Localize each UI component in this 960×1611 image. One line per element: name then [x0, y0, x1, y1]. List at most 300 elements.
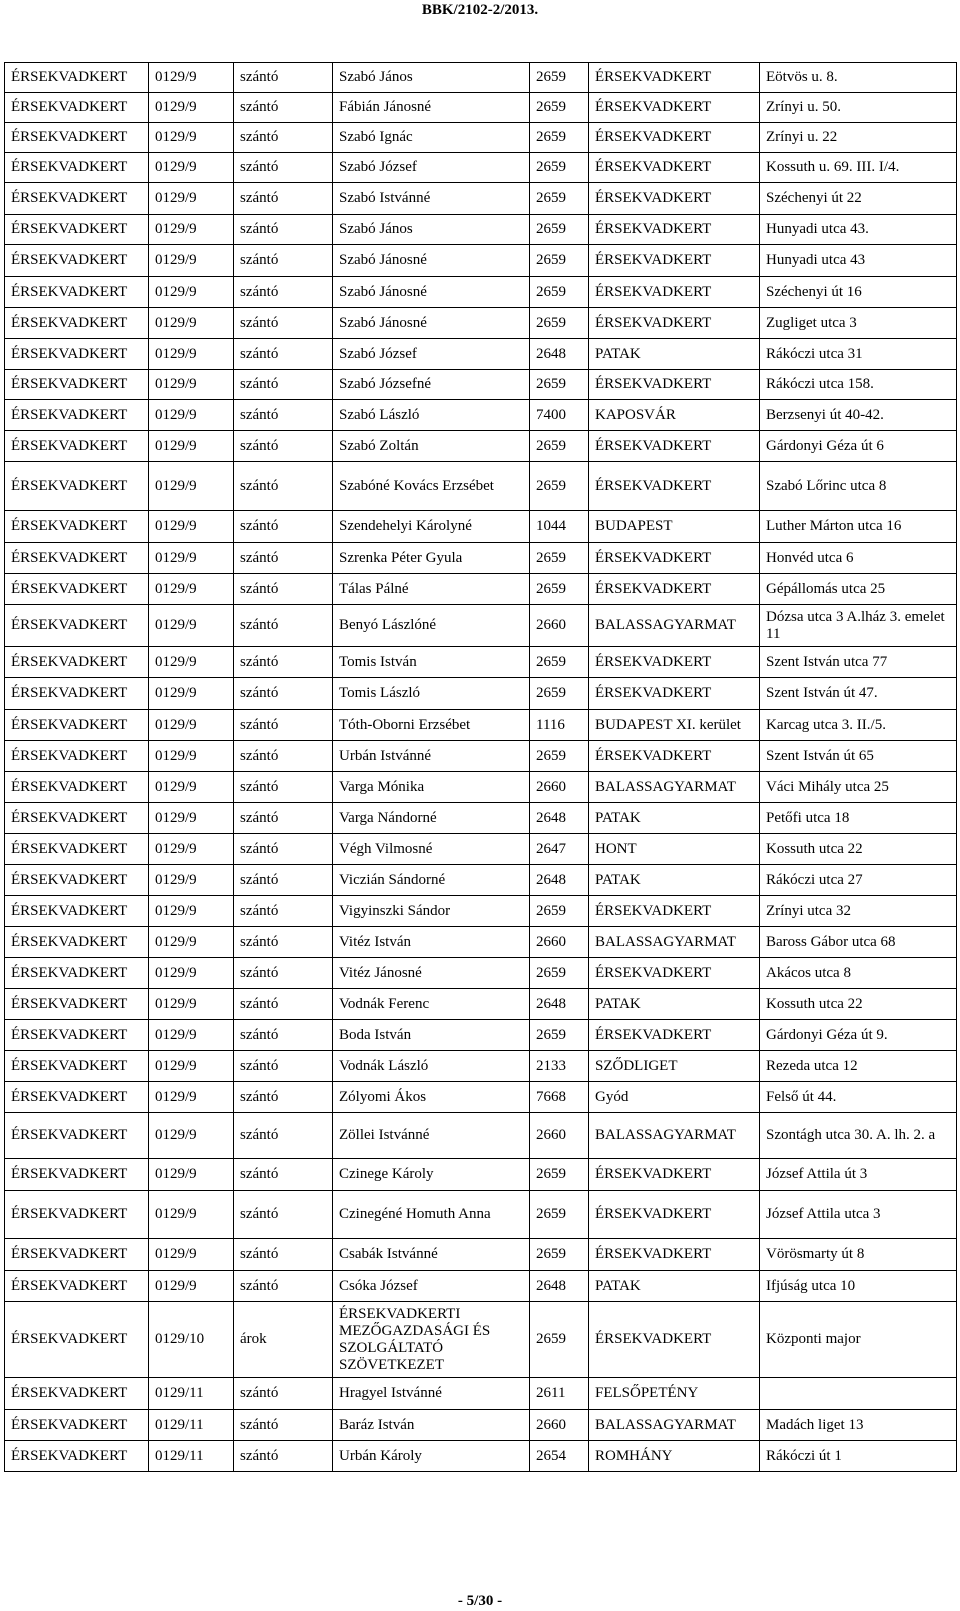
owner-address-cell: Széchenyi út 16: [760, 277, 957, 308]
owner-city-cell: ÉRSEKVADKERT: [589, 431, 760, 462]
land-type-cell: szántó: [234, 989, 333, 1020]
postal-code-cell: 2648: [530, 339, 589, 370]
parcel-number-cell: 0129/9: [149, 927, 234, 958]
settlement-cell: ÉRSEKVADKERT: [5, 400, 149, 431]
parcel-number-cell: 0129/9: [149, 543, 234, 574]
postal-code-cell: 1116: [530, 710, 589, 741]
table-row: [5, 1410, 957, 1441]
postal-code-cell: 2648: [530, 989, 589, 1020]
land-type-cell: szántó: [234, 865, 333, 896]
postal-code-cell: 2659: [530, 277, 589, 308]
land-type-cell: szántó: [234, 93, 333, 123]
table-row: [5, 1113, 957, 1159]
postal-code-cell: 7668: [530, 1082, 589, 1113]
owner-name-cell: Urbán Károly: [333, 1441, 530, 1472]
parcel-number-cell: 0129/9: [149, 1191, 234, 1239]
owner-name-cell: Czinege Károly: [333, 1159, 530, 1191]
owner-address-cell: Madách liget 13: [760, 1410, 957, 1441]
parcel-number-cell: 0129/9: [149, 511, 234, 543]
table-row: [5, 741, 957, 772]
owner-city-cell: ÉRSEKVADKERT: [589, 183, 760, 215]
parcel-number-cell: 0129/9: [149, 772, 234, 803]
owner-address-cell: Luther Márton utca 16: [760, 511, 957, 543]
owner-city-cell: PATAK: [589, 989, 760, 1020]
owner-name-cell: Szabó László: [333, 400, 530, 431]
parcel-number-cell: 0129/9: [149, 896, 234, 927]
land-type-cell: szántó: [234, 1191, 333, 1239]
land-type-cell: szántó: [234, 339, 333, 370]
land-type-cell: szántó: [234, 741, 333, 772]
land-type-cell: szántó: [234, 123, 333, 153]
postal-code-cell: 2660: [530, 927, 589, 958]
land-type-cell: szántó: [234, 63, 333, 93]
table-row: [5, 605, 957, 647]
land-type-cell: szántó: [234, 1020, 333, 1051]
settlement-cell: ÉRSEKVADKERT: [5, 574, 149, 605]
table-row: [5, 1378, 957, 1410]
owner-name-cell: Zöllei Istvánné: [333, 1113, 530, 1159]
owner-address-cell: Gárdonyi Géza út 6: [760, 431, 957, 462]
parcel-number-cell: 0129/9: [149, 123, 234, 153]
table-row: [5, 896, 957, 927]
land-type-cell: szántó: [234, 215, 333, 245]
settlement-cell: ÉRSEKVADKERT: [5, 1271, 149, 1302]
owner-city-cell: BALASSAGYARMAT: [589, 605, 760, 647]
settlement-cell: ÉRSEKVADKERT: [5, 1082, 149, 1113]
owner-name-cell: Vodnák Ferenc: [333, 989, 530, 1020]
land-type-cell: szántó: [234, 543, 333, 574]
owner-name-cell: Viczián Sándorné: [333, 865, 530, 896]
owner-name-cell: Szabó Ignác: [333, 123, 530, 153]
table-row: [5, 1159, 957, 1191]
settlement-cell: ÉRSEKVADKERT: [5, 1159, 149, 1191]
owner-address-cell: Baross Gábor utca 68: [760, 927, 957, 958]
owner-name-cell: Baráz István: [333, 1410, 530, 1441]
postal-code-cell: 2659: [530, 647, 589, 678]
postal-code-cell: 2659: [530, 574, 589, 605]
owner-name-cell: Szabó János: [333, 215, 530, 245]
owner-name-cell: Vodnák László: [333, 1051, 530, 1082]
owner-address-cell: Rákóczi utca 31: [760, 339, 957, 370]
owners-table: [4, 62, 957, 1472]
owner-name-cell: Szabó Istvánné: [333, 183, 530, 215]
table-row: [5, 710, 957, 741]
settlement-cell: ÉRSEKVADKERT: [5, 1302, 149, 1378]
parcel-number-cell: 0129/9: [149, 989, 234, 1020]
table-row: [5, 511, 957, 543]
owner-address-cell: Zrínyi u. 22: [760, 123, 957, 153]
table-row: [5, 400, 957, 431]
land-type-cell: szántó: [234, 803, 333, 834]
postal-code-cell: 2660: [530, 1113, 589, 1159]
owner-name-cell: Szendehelyi Károlyné: [333, 511, 530, 543]
table-row: [5, 1020, 957, 1051]
parcel-number-cell: 0129/9: [149, 1051, 234, 1082]
owner-address-cell: Eötvös u. 8.: [760, 63, 957, 93]
land-type-cell: szántó: [234, 277, 333, 308]
owner-city-cell: KAPOSVÁR: [589, 400, 760, 431]
postal-code-cell: 2659: [530, 245, 589, 277]
table-row: [5, 339, 957, 370]
table-row: [5, 958, 957, 989]
owner-address-cell: Kossuth utca 22: [760, 989, 957, 1020]
page-number: - 5/30 -: [457, 1593, 503, 1609]
owner-city-cell: ÉRSEKVADKERT: [589, 93, 760, 123]
owner-city-cell: HONT: [589, 834, 760, 865]
owner-name-cell: Szabó Jánosné: [333, 308, 530, 339]
owner-name-cell: Vitéz Jánosné: [333, 958, 530, 989]
land-type-cell: szántó: [234, 183, 333, 215]
table-container: [4, 62, 957, 1472]
settlement-cell: ÉRSEKVADKERT: [5, 308, 149, 339]
postal-code-cell: 2133: [530, 1051, 589, 1082]
settlement-cell: ÉRSEKVADKERT: [5, 339, 149, 370]
postal-code-cell: 2659: [530, 462, 589, 511]
land-type-cell: szántó: [234, 772, 333, 803]
parcel-number-cell: 0129/9: [149, 1082, 234, 1113]
owner-city-cell: ÉRSEKVADKERT: [589, 308, 760, 339]
table-row: [5, 803, 957, 834]
table-row: [5, 772, 957, 803]
owner-city-cell: PATAK: [589, 339, 760, 370]
land-type-cell: szántó: [234, 1441, 333, 1472]
postal-code-cell: 2659: [530, 308, 589, 339]
parcel-number-cell: 0129/9: [149, 958, 234, 989]
settlement-cell: ÉRSEKVADKERT: [5, 462, 149, 511]
settlement-cell: ÉRSEKVADKERT: [5, 605, 149, 647]
owner-address-cell: Ifjúság utca 10: [760, 1271, 957, 1302]
land-type-cell: szántó: [234, 605, 333, 647]
owner-address-cell: Kossuth u. 69. III. I/4.: [760, 153, 957, 183]
settlement-cell: ÉRSEKVADKERT: [5, 93, 149, 123]
owner-name-cell: Szabó József: [333, 153, 530, 183]
land-type-cell: szántó: [234, 574, 333, 605]
settlement-cell: ÉRSEKVADKERT: [5, 1410, 149, 1441]
owner-city-cell: BALASSAGYARMAT: [589, 1113, 760, 1159]
parcel-number-cell: 0129/9: [149, 1113, 234, 1159]
land-type-cell: szántó: [234, 153, 333, 183]
postal-code-cell: 2659: [530, 63, 589, 93]
land-type-cell: szántó: [234, 462, 333, 511]
owner-address-cell: Váci Mihály utca 25: [760, 772, 957, 803]
postal-code-cell: 2660: [530, 1410, 589, 1441]
table-row: [5, 431, 957, 462]
owner-city-cell: ÉRSEKVADKERT: [589, 574, 760, 605]
table-row: [5, 245, 957, 277]
postal-code-cell: 2659: [530, 1159, 589, 1191]
parcel-number-cell: 0129/9: [149, 462, 234, 511]
owner-city-cell: ÉRSEKVADKERT: [589, 462, 760, 511]
owner-city-cell: ÉRSEKVADKERT: [589, 741, 760, 772]
owner-address-cell: Gárdonyi Géza út 9.: [760, 1020, 957, 1051]
parcel-number-cell: 0129/11: [149, 1410, 234, 1441]
postal-code-cell: 2659: [530, 741, 589, 772]
owner-name-cell: Szabó Zoltán: [333, 431, 530, 462]
owner-name-cell: Zólyomi Ákos: [333, 1082, 530, 1113]
settlement-cell: ÉRSEKVADKERT: [5, 123, 149, 153]
owner-city-cell: BUDAPEST XI. kerület: [589, 710, 760, 741]
owner-name-cell: Szabó Jánosné: [333, 245, 530, 277]
parcel-number-cell: 0129/9: [149, 834, 234, 865]
owner-name-cell: Csóka József: [333, 1271, 530, 1302]
parcel-number-cell: 0129/9: [149, 803, 234, 834]
owner-city-cell: BUDAPEST: [589, 511, 760, 543]
owner-city-cell: ÉRSEKVADKERT: [589, 1239, 760, 1271]
owner-city-cell: ROMHÁNY: [589, 1441, 760, 1472]
owner-city-cell: ÉRSEKVADKERT: [589, 245, 760, 277]
postal-code-cell: 2659: [530, 370, 589, 400]
owner-city-cell: BALASSAGYARMAT: [589, 927, 760, 958]
owner-city-cell: ÉRSEKVADKERT: [589, 370, 760, 400]
postal-code-cell: 2659: [530, 183, 589, 215]
settlement-cell: ÉRSEKVADKERT: [5, 215, 149, 245]
postal-code-cell: 2659: [530, 543, 589, 574]
owner-address-cell: Gépállomás utca 25: [760, 574, 957, 605]
table-row: [5, 927, 957, 958]
land-type-cell: szántó: [234, 511, 333, 543]
postal-code-cell: 2611: [530, 1378, 589, 1410]
parcel-number-cell: 0129/9: [149, 865, 234, 896]
owner-address-cell: Rákóczi utca 27: [760, 865, 957, 896]
table-row: [5, 215, 957, 245]
land-type-cell: szántó: [234, 834, 333, 865]
owner-city-cell: ÉRSEKVADKERT: [589, 1191, 760, 1239]
owner-city-cell: BALASSAGYARMAT: [589, 772, 760, 803]
postal-code-cell: 2659: [530, 431, 589, 462]
owner-address-cell: Karcag utca 3. II./5.: [760, 710, 957, 741]
parcel-number-cell: 0129/9: [149, 93, 234, 123]
owner-city-cell: ÉRSEKVADKERT: [589, 277, 760, 308]
land-type-cell: szántó: [234, 896, 333, 927]
table-row: [5, 543, 957, 574]
table-row: [5, 678, 957, 710]
owner-city-cell: PATAK: [589, 803, 760, 834]
parcel-number-cell: 0129/11: [149, 1441, 234, 1472]
owner-name-cell: Benyó Lászlóné: [333, 605, 530, 647]
owner-name-cell: Szrenka Péter Gyula: [333, 543, 530, 574]
postal-code-cell: 2660: [530, 605, 589, 647]
settlement-cell: ÉRSEKVADKERT: [5, 1378, 149, 1410]
land-type-cell: szántó: [234, 710, 333, 741]
postal-code-cell: 2660: [530, 772, 589, 803]
parcel-number-cell: 0129/9: [149, 710, 234, 741]
postal-code-cell: 2654: [530, 1441, 589, 1472]
table-row: [5, 647, 957, 678]
parcel-number-cell: 0129/9: [149, 741, 234, 772]
parcel-number-cell: 0129/9: [149, 370, 234, 400]
owner-city-cell: ÉRSEKVADKERT: [589, 63, 760, 93]
postal-code-cell: 7400: [530, 400, 589, 431]
parcel-number-cell: 0129/9: [149, 678, 234, 710]
owner-name-cell: Fábián Jánosné: [333, 93, 530, 123]
owner-city-cell: ÉRSEKVADKERT: [589, 678, 760, 710]
settlement-cell: ÉRSEKVADKERT: [5, 370, 149, 400]
postal-code-cell: 1044: [530, 511, 589, 543]
land-type-cell: szántó: [234, 647, 333, 678]
settlement-cell: ÉRSEKVADKERT: [5, 1191, 149, 1239]
table-row: [5, 1051, 957, 1082]
owner-address-cell: Szontágh utca 30. A. lh. 2. a: [760, 1113, 957, 1159]
land-type-cell: szántó: [234, 958, 333, 989]
table-row: [5, 865, 957, 896]
land-type-cell: szántó: [234, 1159, 333, 1191]
settlement-cell: ÉRSEKVADKERT: [5, 772, 149, 803]
owner-address-cell: Szabó Lőrinc utca 8: [760, 462, 957, 511]
land-type-cell: szántó: [234, 245, 333, 277]
parcel-number-cell: 0129/9: [149, 1271, 234, 1302]
settlement-cell: ÉRSEKVADKERT: [5, 431, 149, 462]
owner-address-cell: József Attila út 3: [760, 1159, 957, 1191]
owner-name-cell: Urbán Istvánné: [333, 741, 530, 772]
land-type-cell: szántó: [234, 308, 333, 339]
settlement-cell: ÉRSEKVADKERT: [5, 153, 149, 183]
owner-name-cell: ÉRSEKVADKERTI MEZŐGAZDASÁGI ÉS SZOLGÁLTATÓ SZÖVETKEZET: [333, 1302, 530, 1378]
owner-name-cell: Boda István: [333, 1020, 530, 1051]
land-type-cell: szántó: [234, 431, 333, 462]
table-row: [5, 1239, 957, 1271]
settlement-cell: ÉRSEKVADKERT: [5, 543, 149, 574]
owner-city-cell: PATAK: [589, 865, 760, 896]
table-row: [5, 462, 957, 511]
land-type-cell: szántó: [234, 1051, 333, 1082]
settlement-cell: ÉRSEKVADKERT: [5, 511, 149, 543]
settlement-cell: ÉRSEKVADKERT: [5, 245, 149, 277]
owner-city-cell: Gyód: [589, 1082, 760, 1113]
owner-city-cell: ÉRSEKVADKERT: [589, 647, 760, 678]
postal-code-cell: 2648: [530, 1271, 589, 1302]
land-type-cell: szántó: [234, 1410, 333, 1441]
owner-address-cell: Rákóczi út 1: [760, 1441, 957, 1472]
postal-code-cell: 2659: [530, 1191, 589, 1239]
owner-address-cell: [760, 1378, 957, 1410]
parcel-number-cell: 0129/9: [149, 215, 234, 245]
parcel-number-cell: 0129/9: [149, 277, 234, 308]
parcel-number-cell: 0129/10: [149, 1302, 234, 1378]
table-row: [5, 277, 957, 308]
land-type-cell: szántó: [234, 927, 333, 958]
owner-name-cell: Szabó János: [333, 63, 530, 93]
owner-address-cell: Berzsenyi út 40-42.: [760, 400, 957, 431]
owner-city-cell: FELSŐPETÉNY: [589, 1378, 760, 1410]
owner-city-cell: BALASSAGYARMAT: [589, 1410, 760, 1441]
parcel-number-cell: 0129/9: [149, 605, 234, 647]
postal-code-cell: 2648: [530, 865, 589, 896]
settlement-cell: ÉRSEKVADKERT: [5, 1441, 149, 1472]
parcel-number-cell: 0129/9: [149, 63, 234, 93]
land-type-cell: árok: [234, 1302, 333, 1378]
table-row: [5, 153, 957, 183]
owner-city-cell: ÉRSEKVADKERT: [589, 215, 760, 245]
postal-code-cell: 2659: [530, 123, 589, 153]
owner-name-cell: Szabó József: [333, 339, 530, 370]
owner-name-cell: Varga Mónika: [333, 772, 530, 803]
parcel-number-cell: 0129/9: [149, 339, 234, 370]
land-type-cell: szántó: [234, 1378, 333, 1410]
settlement-cell: ÉRSEKVADKERT: [5, 1051, 149, 1082]
table-row: [5, 93, 957, 123]
owner-name-cell: Tóth-Oborni Erzsébet: [333, 710, 530, 741]
parcel-number-cell: 0129/11: [149, 1378, 234, 1410]
land-type-cell: szántó: [234, 1082, 333, 1113]
owner-address-cell: Vörösmarty út 8: [760, 1239, 957, 1271]
owner-city-cell: ÉRSEKVADKERT: [589, 123, 760, 153]
owner-city-cell: ÉRSEKVADKERT: [589, 1020, 760, 1051]
parcel-number-cell: 0129/9: [149, 574, 234, 605]
postal-code-cell: 2659: [530, 1020, 589, 1051]
parcel-number-cell: 0129/9: [149, 183, 234, 215]
owner-name-cell: Szabó Jánosné: [333, 277, 530, 308]
owner-address-cell: Széchenyi út 22: [760, 183, 957, 215]
postal-code-cell: 2659: [530, 153, 589, 183]
owner-name-cell: Vitéz István: [333, 927, 530, 958]
parcel-number-cell: 0129/9: [149, 400, 234, 431]
postal-code-cell: 2659: [530, 958, 589, 989]
owner-address-cell: Hunyadi utca 43.: [760, 215, 957, 245]
parcel-number-cell: 0129/9: [149, 153, 234, 183]
postal-code-cell: 2659: [530, 896, 589, 927]
parcel-number-cell: 0129/9: [149, 431, 234, 462]
owner-name-cell: Tomis László: [333, 678, 530, 710]
table-row: [5, 574, 957, 605]
settlement-cell: ÉRSEKVADKERT: [5, 803, 149, 834]
postal-code-cell: 2647: [530, 834, 589, 865]
owner-name-cell: Tálas Pálné: [333, 574, 530, 605]
owner-name-cell: Szabó Józsefné: [333, 370, 530, 400]
postal-code-cell: 2659: [530, 1302, 589, 1378]
owner-name-cell: Csabák Istvánné: [333, 1239, 530, 1271]
table-row: [5, 370, 957, 400]
owner-city-cell: ÉRSEKVADKERT: [589, 896, 760, 927]
owner-address-cell: Zugliget utca 3: [760, 308, 957, 339]
table-row: [5, 1191, 957, 1239]
owner-city-cell: PATAK: [589, 1271, 760, 1302]
owner-address-cell: Zrínyi utca 32: [760, 896, 957, 927]
parcel-number-cell: 0129/9: [149, 308, 234, 339]
land-type-cell: szántó: [234, 1113, 333, 1159]
postal-code-cell: 2648: [530, 803, 589, 834]
owner-name-cell: Varga Nándorné: [333, 803, 530, 834]
settlement-cell: ÉRSEKVADKERT: [5, 989, 149, 1020]
owner-address-cell: Szent István út 47.: [760, 678, 957, 710]
table-row: [5, 1271, 957, 1302]
parcel-number-cell: 0129/9: [149, 245, 234, 277]
owner-address-cell: Rezeda utca 12: [760, 1051, 957, 1082]
settlement-cell: ÉRSEKVADKERT: [5, 896, 149, 927]
document-header: BBK/2102-2/2013.: [421, 2, 539, 18]
settlement-cell: ÉRSEKVADKERT: [5, 183, 149, 215]
settlement-cell: ÉRSEKVADKERT: [5, 834, 149, 865]
owner-name-cell: Hragyel Istvánné: [333, 1378, 530, 1410]
owner-name-cell: Tomis István: [333, 647, 530, 678]
owner-city-cell: ÉRSEKVADKERT: [589, 543, 760, 574]
owner-city-cell: ÉRSEKVADKERT: [589, 958, 760, 989]
postal-code-cell: 2659: [530, 93, 589, 123]
owner-address-cell: Dózsa utca 3 A.lház 3. emelet 11: [760, 605, 957, 647]
settlement-cell: ÉRSEKVADKERT: [5, 865, 149, 896]
land-type-cell: szántó: [234, 1239, 333, 1271]
settlement-cell: ÉRSEKVADKERT: [5, 1020, 149, 1051]
owner-address-cell: Szent István utca 77: [760, 647, 957, 678]
owner-address-cell: Rákóczi utca 158.: [760, 370, 957, 400]
owner-city-cell: SZŐDLIGET: [589, 1051, 760, 1082]
settlement-cell: ÉRSEKVADKERT: [5, 678, 149, 710]
settlement-cell: ÉRSEKVADKERT: [5, 1239, 149, 1271]
owner-address-cell: Zrínyi u. 50.: [760, 93, 957, 123]
owner-address-cell: Akácos utca 8: [760, 958, 957, 989]
land-type-cell: szántó: [234, 370, 333, 400]
table-row: [5, 1441, 957, 1472]
table-row: [5, 183, 957, 215]
